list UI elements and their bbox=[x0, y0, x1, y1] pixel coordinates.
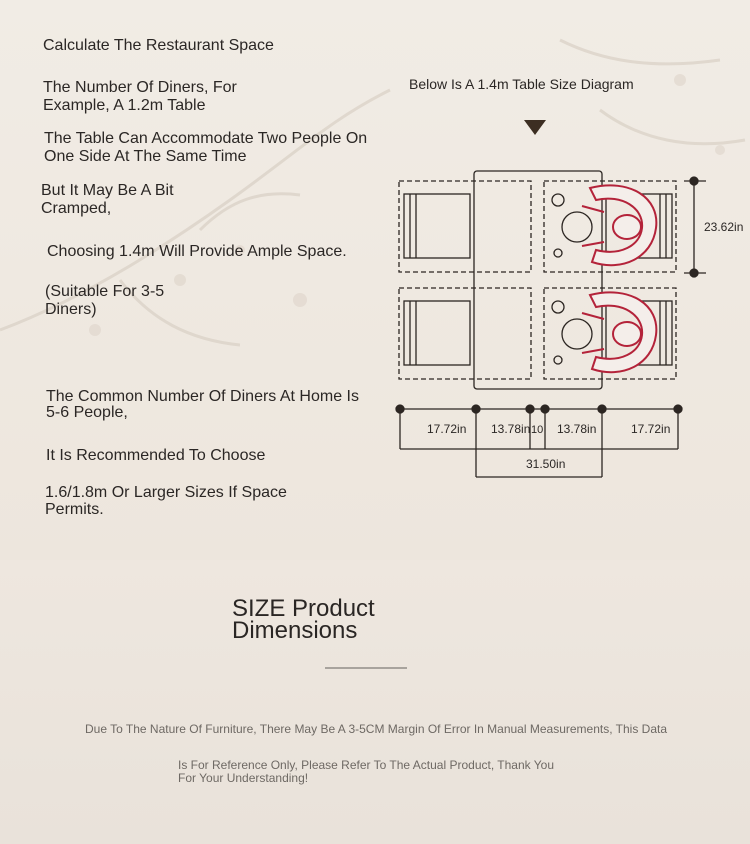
text-line: 5-6 People, bbox=[46, 404, 128, 421]
measurement-note: Due To The Nature Of Furniture, There May Be A 3-5CM Margin Of Error In Manual Measurements, This Data bbox=[85, 722, 668, 736]
seated-person-top-icon bbox=[582, 185, 656, 265]
reference-note bbox=[178, 759, 578, 785]
text-line: Permits. bbox=[45, 501, 104, 518]
text-line: The Table Can Accommodate Two People On bbox=[44, 130, 368, 147]
text-ample-space: Choosing 1.4m Will Provide Ample Space. bbox=[47, 243, 347, 260]
height-dimension bbox=[684, 177, 706, 277]
down-arrow-icon bbox=[524, 120, 546, 135]
diagram-title: Below Is A 1.4m Table Size Diagram bbox=[409, 76, 634, 92]
text-line: 1.6/1.8m Or Larger Sizes If Space bbox=[45, 484, 287, 501]
text-calculate-space: Calculate The Restaurant Space bbox=[43, 37, 274, 54]
dim-right-half-label: 13.78in bbox=[557, 422, 597, 436]
left-top-chair bbox=[404, 194, 470, 258]
text-line: Cramped, bbox=[41, 200, 112, 217]
size-title-line: Dimensions bbox=[232, 617, 358, 644]
text-line: The Common Number Of Diners At Home Is bbox=[46, 388, 359, 405]
height-label: 23.62in bbox=[704, 220, 744, 234]
table-outline bbox=[474, 171, 602, 389]
left-bottom-chair bbox=[404, 301, 470, 365]
size-section-title bbox=[232, 595, 375, 644]
title-divider bbox=[325, 667, 407, 669]
dim-left-chair-label: 17.72in bbox=[427, 422, 467, 436]
text-line: Diners) bbox=[45, 301, 97, 318]
text-line: The Number Of Diners, For bbox=[43, 79, 237, 96]
size-title-line: SIZE Product bbox=[232, 595, 375, 622]
bottom-panel bbox=[0, 560, 750, 844]
place-setting-top bbox=[552, 194, 592, 257]
note-line: Is For Reference Only, Please Refer To The Actual Product, Thank You bbox=[178, 758, 554, 772]
text-line: Example, A 1.2m Table bbox=[43, 97, 206, 114]
text-line: (Suitable For 3-5 bbox=[45, 283, 165, 300]
dim-table-label: 31.50in bbox=[526, 457, 566, 471]
text-line: But It May Be A Bit bbox=[41, 182, 174, 199]
dim-left-half-label: 13.78in bbox=[491, 422, 531, 436]
text-line: One Side At The Same Time bbox=[44, 148, 247, 165]
text-recommended: It Is Recommended To Choose bbox=[46, 447, 266, 464]
place-setting-bottom bbox=[552, 301, 592, 364]
dim-gap-label: 10 bbox=[531, 424, 544, 436]
dim-right-chair-label: 17.72in bbox=[631, 422, 671, 436]
note-line: For Your Understanding! bbox=[178, 771, 309, 785]
seated-person-bottom-icon bbox=[582, 292, 656, 372]
